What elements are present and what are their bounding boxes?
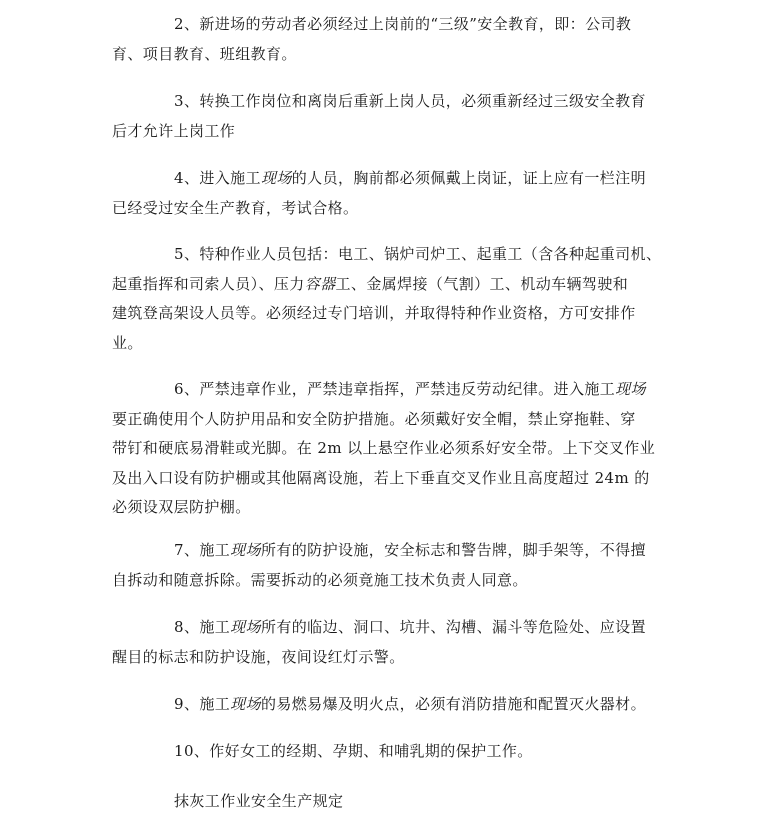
rule-item-7-line-1 [112,536,672,566]
rule-item-4 [112,164,672,223]
rule-item-5-line-2 [112,270,672,300]
rule-item-6-line-3: 带钉和硬底易滑鞋或光脚。在 2m 以上悬空作业必须系好安全带。上下交叉作业 [112,439,656,457]
rule-item-6 [112,375,672,523]
rule-item-4-line-2: 已经受过安全生产教育，考试合格。 [112,198,359,217]
rule-item-9-line-1 [112,690,672,720]
rule-item-10 [112,737,672,767]
rule-item-7-text-b: 现场 [230,541,261,559]
rule-item-5-text-c: 工、金属焊接（气割）工、机动车辆驾驶和 [335,274,629,293]
rule-item-7-text-c: 所有的防护设施，安全标志和警告牌，脚手架等，不得擅 [260,541,646,559]
rule-item-9-text-b: 现场 [230,695,261,713]
rule-item-8-text-c: 所有的临边、洞口、坑井、沟槽、漏斗等危险处、应设置 [260,618,646,636]
rule-item-8-text-a: 8、施工 [174,618,231,636]
rule-item-7 [112,536,672,595]
rule-item-5-text-a: 起重指挥和司索人员）、压力 [112,274,305,293]
rule-item-9 [112,690,672,720]
rule-item-6-line-2: 要正确使用个人防护用品和安全防护措施。必须戴好安全帽，禁止穿拖鞋、穿 [112,409,636,428]
rule-item-5 [112,240,672,358]
rule-item-6-line-5: 必须设双层防护棚。 [112,498,251,516]
rule-item-4-line-1 [112,164,672,194]
rule-item-8-text-b: 现场 [230,618,261,636]
rule-item-8-line-2: 醒目的标志和防护设施，夜间设红灯示警。 [112,647,405,666]
rule-item-10-line-1: 10、作好女工的经期、孕期、和哺乳期的保护工作。 [174,742,533,760]
rule-item-3 [112,87,672,146]
rule-item-2 [112,10,672,69]
section-heading: 抹灰工作业安全生产规定 [174,792,344,810]
rule-item-3-line-2: 后才允许上岗工作 [112,121,236,140]
rule-item-9-text-a: 9、施工 [174,695,231,713]
rule-item-7-line-2: 自拆动和随意拆除。需要拆动的必须竟施工技术负责人同意。 [112,570,528,589]
rule-item-7-text-a: 7、施工 [174,541,231,559]
rule-item-5-text-b: 容器 [304,274,336,293]
rule-item-5-line-4: 业。 [112,333,143,352]
rule-item-3-line-1: 3、转换工作岗位和离岗后重新上岗人员，必须重新经过三级安全教育 [174,92,646,110]
rule-item-5-line-3: 建筑登高架设人员等。必须经过专门培训，并取得特种作业资格，方可安排作 [112,304,636,322]
rule-item-8 [112,613,672,672]
rule-item-6-text-b: 现场 [615,380,646,398]
rule-item-5-line-1: 5、特种作业人员包括：电工、锅炉司炉工、起重工（含各种起重司机、 [174,245,662,263]
rule-item-4-text-b: 现场 [260,169,292,187]
rule-item-4-text-a: 4、进入施工 [174,169,261,187]
rule-item-9-text-c: 的易燃易爆及明火点，必须有消防措施和配置灭火器材。 [260,695,646,713]
rule-item-2-line-2: 育、项目教育、班组教育。 [112,44,297,63]
rule-item-4-text-c: 的人员，胸前都必须佩戴上岗证，证上应有一栏注明 [291,169,646,187]
rule-item-2-line-1: 2、新进场的劳动者必须经过上岗前的“三级”安全教育，即：公司教 [174,15,632,33]
rule-item-6-line-1 [112,375,672,405]
rule-item-6-line-4: 及出入口设有防护棚或其他隔离设施，若上下垂直交叉作业且高度超过 24m 的 [112,468,650,487]
rule-item-6-text-a: 6、严禁违章作业，严禁违章指挥，严禁违反劳动纪律。进入施工 [174,380,616,398]
rule-item-8-line-1 [112,613,672,643]
